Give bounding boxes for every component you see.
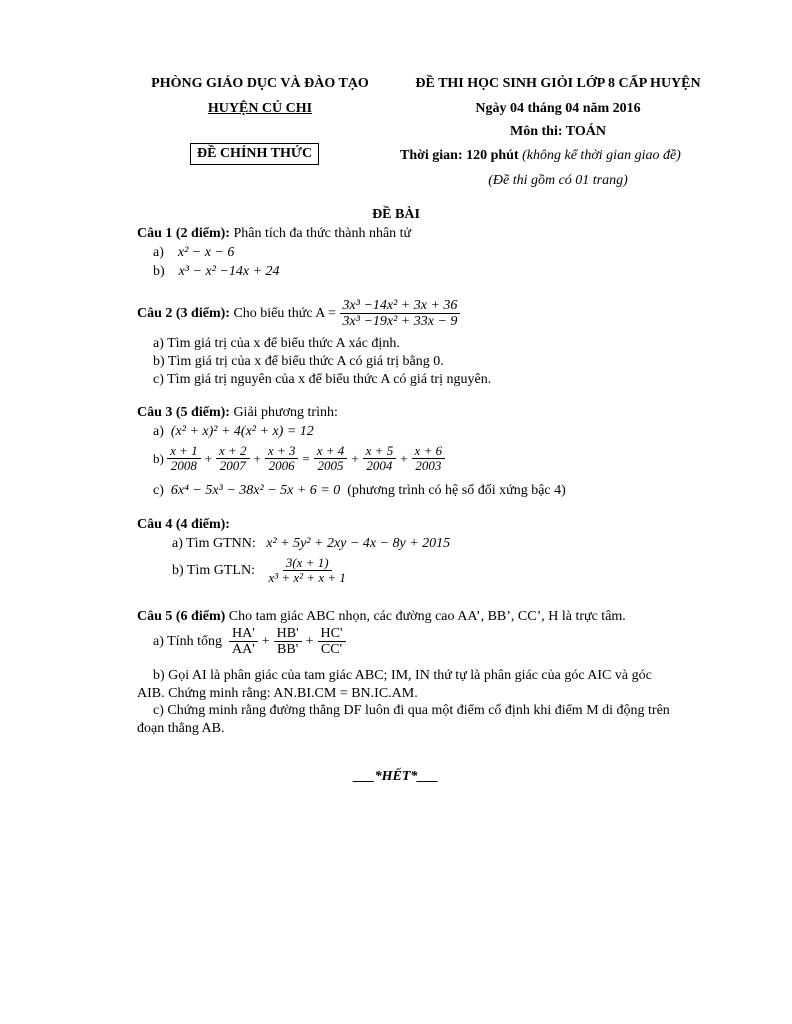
question-5b-line1: b) Gọi AI là phân giác của tam giác ABC; IM, IN thứ tự là phân giác của góc AIC và góc xyxy=(153,668,652,683)
fraction-denominator: 2008 xyxy=(170,458,197,474)
question-3c-note: (phương trình có hệ số đối xứng bậc 4) xyxy=(347,483,566,498)
question-1b-label: b) xyxy=(153,264,165,279)
end-marker: ___*HẾT*___ xyxy=(353,769,439,784)
question-1 xyxy=(137,226,411,242)
fraction-denominator: 2004 xyxy=(366,458,393,474)
question-5a-label: a) Tính tổng xyxy=(153,633,222,649)
fraction-denominator: 2005 xyxy=(317,458,344,474)
exam-time xyxy=(400,148,681,164)
question-5-text: Cho tam giác ABC nhọn, các đường cao AA’, BB’, CC’, H là trực tâm. xyxy=(228,609,626,624)
fraction-numerator: x + 1 xyxy=(167,444,201,459)
fraction-denominator: 2006 xyxy=(268,458,295,474)
question-4-head: Câu 4 (4 điểm): xyxy=(137,517,230,532)
district-name: HUYỆN CỦ CHI xyxy=(207,101,313,116)
question-5-head: Câu 5 (6 điểm) xyxy=(137,609,226,624)
fraction-term xyxy=(265,444,299,474)
exam-date: Ngày 04 tháng 04 năm 2016 xyxy=(475,101,641,116)
question-1a-expr: x² − x − 6 xyxy=(177,245,235,260)
fraction-term xyxy=(167,444,201,474)
question-2-head: Câu 2 (3 điểm): xyxy=(137,305,230,321)
section-title: ĐỀ BÀI xyxy=(372,207,420,222)
question-2b: b) Tìm giá trị của x để biểu thức A có giá trị bằng 0. xyxy=(153,354,444,369)
fraction-denominator: AA' xyxy=(231,642,255,658)
fraction-denominator: 3x³ −19x² + 33x − 9 xyxy=(342,314,458,330)
fraction-term xyxy=(229,626,258,658)
question-5a xyxy=(153,626,346,658)
question-1b xyxy=(153,264,280,280)
expression-a-fraction xyxy=(340,298,461,330)
question-5b-line2: AIB. Chứng minh rằng: AN.BI.CM = BN.IC.AM. xyxy=(137,686,418,701)
exam-page-count: (Đề thi gồm có 01 trang) xyxy=(488,173,628,188)
question-3-head: Câu 3 (5 điểm): xyxy=(137,405,230,420)
fraction-term xyxy=(274,626,302,658)
question-5c-line1: c) Chứng minh rằng đường thẳng DF luôn đi qua một điểm cố định khi điểm M di động trên xyxy=(153,703,670,718)
question-3b-label: b) xyxy=(153,450,164,466)
fraction-numerator: x + 5 xyxy=(363,444,397,459)
question-1b-expr: x³ − x² −14x + 24 xyxy=(178,264,280,279)
fraction-numerator: x + 3 xyxy=(265,444,299,459)
exam-time-duration: Thời gian: 120 phút xyxy=(400,148,519,163)
question-1-text: Phân tích đa thức thành nhân tử xyxy=(233,226,412,241)
exam-subject: Môn thi: TOÁN xyxy=(510,124,606,139)
question-4b xyxy=(172,556,349,586)
operator: + xyxy=(351,450,359,466)
question-4a-label: a) Tìm GTNN: xyxy=(172,536,256,551)
question-2 xyxy=(137,298,460,330)
fraction-denominator: BB' xyxy=(277,642,299,658)
question-2c: c) Tìm giá trị nguyên của x để biểu thức A có giá trị nguyên. xyxy=(153,372,492,387)
question-5 xyxy=(137,609,626,625)
question-3 xyxy=(137,405,338,421)
question-3c-label: c) xyxy=(153,483,164,498)
fraction-numerator: x + 4 xyxy=(314,444,348,459)
operator: + xyxy=(400,450,408,466)
fraction-numerator: x + 2 xyxy=(216,444,250,459)
fraction-denominator: 2007 xyxy=(219,458,246,474)
operator: + xyxy=(204,450,212,466)
fraction-denominator: CC' xyxy=(320,642,343,658)
operator: + xyxy=(261,633,270,649)
fraction-numerator: 3(x + 1) xyxy=(283,556,332,571)
question-3c xyxy=(153,483,566,499)
fraction-numerator: HB' xyxy=(274,626,302,642)
fraction-term xyxy=(216,444,250,474)
operator: + xyxy=(253,450,261,466)
question-3-text: Giải phương trình: xyxy=(233,405,338,420)
fraction-numerator: 3x³ −14x² + 3x + 36 xyxy=(340,298,461,314)
question-3a-label: a) xyxy=(153,424,164,439)
fraction-numerator: HA' xyxy=(229,626,258,642)
question-4a xyxy=(172,536,450,552)
question-5c-line2: đoạn thẳng AB. xyxy=(137,721,225,736)
fraction-term xyxy=(314,444,348,474)
fraction-term xyxy=(412,444,446,474)
operator: + xyxy=(305,633,314,649)
fraction-denominator: 2003 xyxy=(415,458,442,474)
fraction-term xyxy=(318,626,346,658)
exam-title: ĐỀ THI HỌC SINH GIỎI LỚP 8 CẤP HUYỆN xyxy=(415,76,701,91)
operator: = xyxy=(302,450,310,466)
question-3a xyxy=(153,424,314,440)
exam-time-note: (không kể thời gian giao đề) xyxy=(522,148,681,163)
question-4b-label: b) Tìm GTLN: xyxy=(172,562,255,578)
question-1a xyxy=(153,245,234,261)
department-name: PHÒNG GIÁO DỤC VÀ ĐÀO TẠO xyxy=(151,76,369,91)
question-1a-label: a) xyxy=(153,245,164,260)
fraction-numerator: x + 6 xyxy=(412,444,446,459)
question-4a-expr: x² + 5y² + 2xy − 4x − 8y + 2015 xyxy=(266,536,451,551)
question-3b xyxy=(153,444,445,474)
question-4b-fraction xyxy=(265,556,348,586)
question-2-text: Cho biểu thức A = xyxy=(233,305,337,321)
fraction-denominator: x³ + x² + x + 1 xyxy=(268,570,346,586)
question-3a-expr: (x² + x)² + 4(x² + x) = 12 xyxy=(170,424,314,439)
question-1-head: Câu 1 (2 điểm): xyxy=(137,226,230,241)
question-2a: a) Tìm giá trị của x để biểu thức A xác định. xyxy=(153,336,400,351)
question-3c-expr: 6x⁴ − 5x³ − 38x² − 5x + 6 = 0 xyxy=(170,483,341,498)
fraction-term xyxy=(363,444,397,474)
fraction-numerator: HC' xyxy=(318,626,346,642)
official-exam-box: ĐỀ CHÍNH THỨC xyxy=(190,143,319,165)
